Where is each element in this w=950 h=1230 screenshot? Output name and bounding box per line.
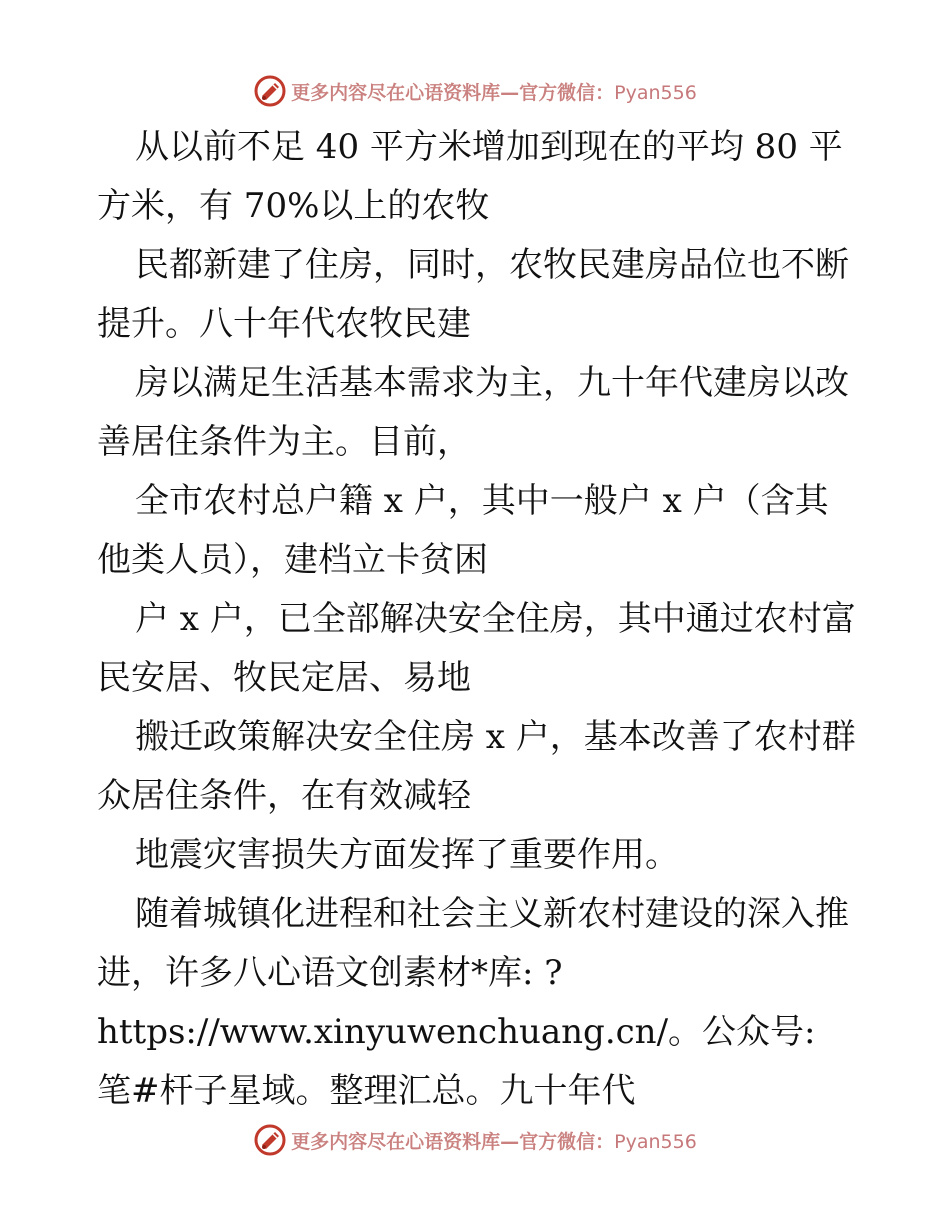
- paragraph: 房以满足生活基本需求为主，九十年代建房以改善居住条件为主。目前，: [97, 363, 849, 462]
- header-banner-wechat-id: Pyan556: [614, 81, 697, 104]
- logo-icon: [253, 1123, 287, 1157]
- paragraph: 全市农村总户籍 x 户，其中一般户 x 户（含其他类人员），建档立卡贫困: [97, 481, 829, 580]
- paragraph: 民都新建了住房，同时，农牧民建房品位也不断提升。八十年代农牧民建: [97, 245, 849, 344]
- paragraph: 随着城镇化进程和社会主义新农村建设的深入推进，许多八心语文创素材*库: ?https://www.xinyuwenchuang.cn/。公众号: 笔#杆子星域。整理汇总。九十年代: [97, 894, 849, 1111]
- footer-banner-text: [291, 1127, 697, 1154]
- logo-icon: [253, 74, 287, 108]
- header-banner-text: [291, 78, 697, 105]
- header-banner-cn: 更多内容尽在心语资料库—官方微信：: [291, 81, 615, 104]
- document-body: [97, 118, 857, 1121]
- paragraph: 地震灾害损失方面发挥了重要作用。: [135, 835, 679, 875]
- footer-banner: [0, 1120, 950, 1160]
- header-banner: [0, 71, 950, 111]
- paragraph: 搬迁政策解决安全住房 x 户，基本改善了农村群众居住条件，在有效减轻: [97, 717, 856, 816]
- paragraph: 从以前不足 40 平方米增加到现在的平均 80 平方米，有 70%以上的农牧: [97, 127, 843, 226]
- footer-banner-cn: 更多内容尽在心语资料库—官方微信：: [291, 1130, 615, 1153]
- footer-banner-wechat-id: Pyan556: [614, 1130, 697, 1153]
- paragraph: 户 x 户，已全部解决安全住房，其中通过农村富民安居、牧民定居、易地: [97, 599, 856, 698]
